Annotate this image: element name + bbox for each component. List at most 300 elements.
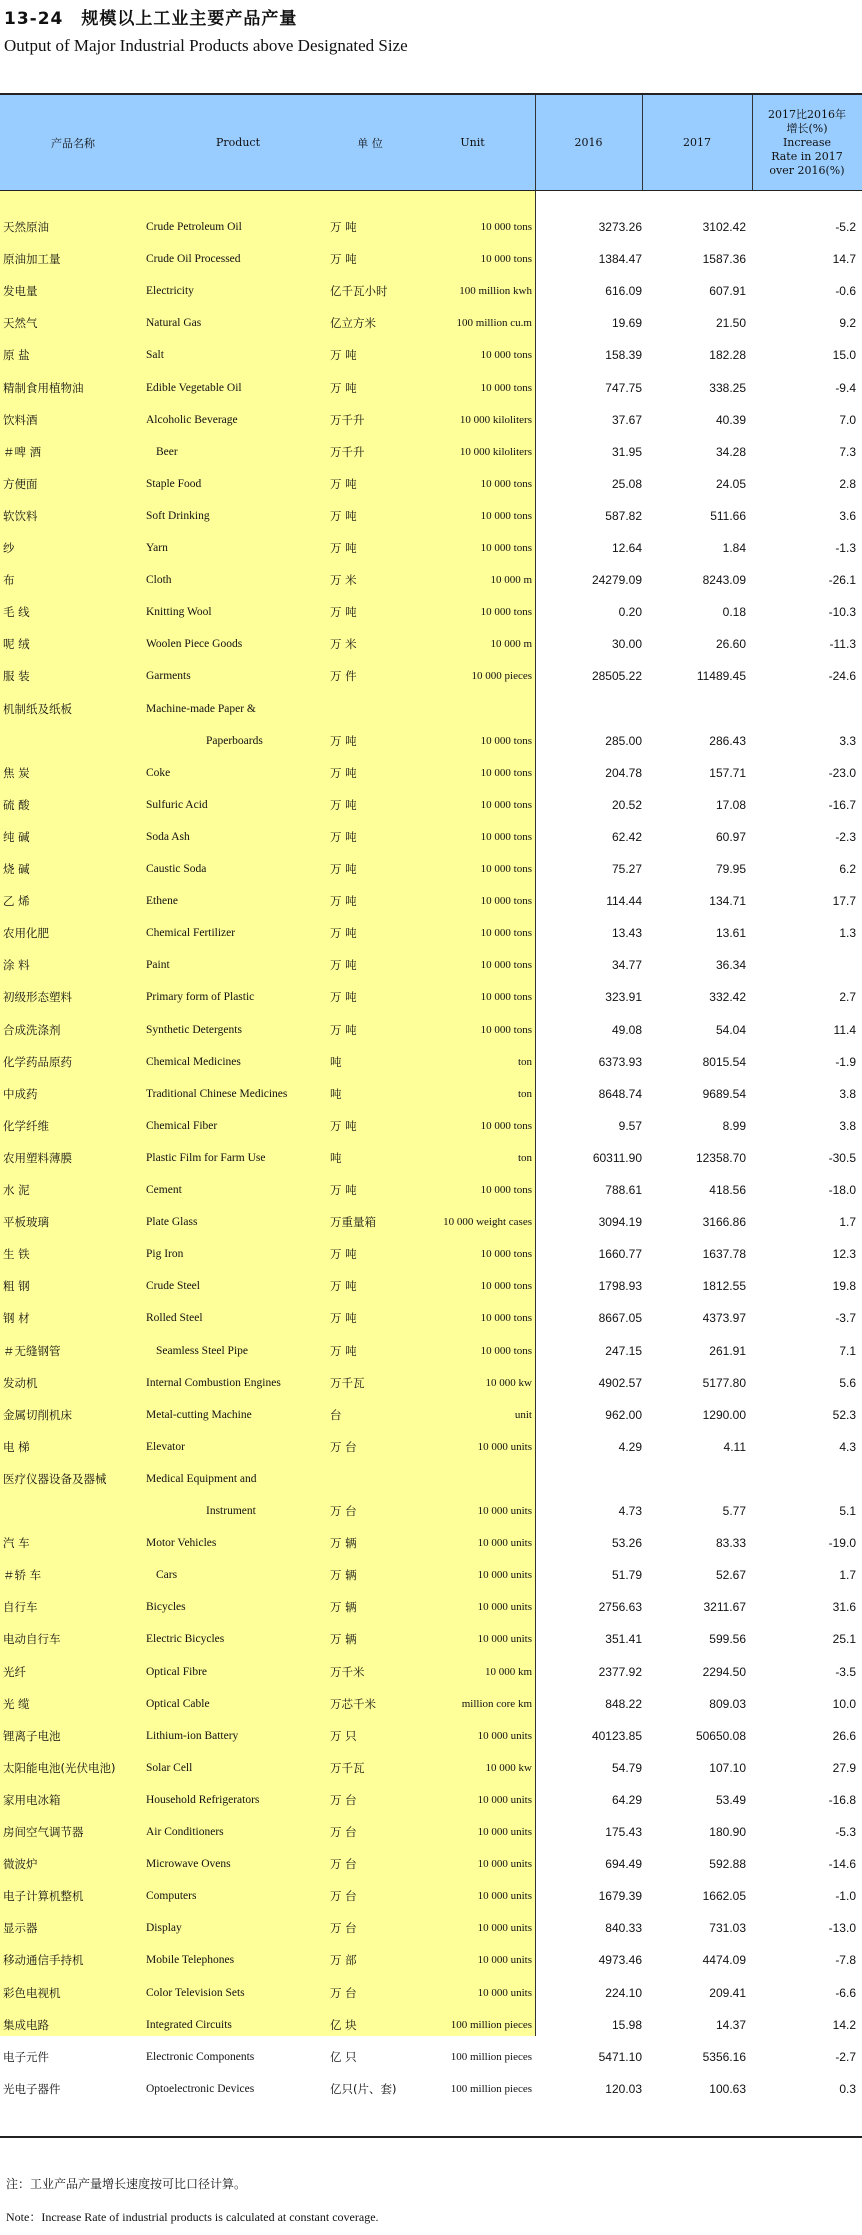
product-name-cn: 光 缆: [3, 1696, 30, 1711]
product-name-en: Electric Bicycles: [146, 1633, 225, 1646]
unit-en: 10 000 units: [477, 1922, 532, 1935]
unit-cn: 万 只: [330, 1728, 357, 1743]
value-2017: 5.77: [722, 1504, 746, 1518]
value-2017: 1637.78: [702, 1247, 746, 1262]
value-2017: 54.04: [715, 1022, 746, 1037]
product-name-en: Plate Glass: [146, 1216, 198, 1229]
product-name-cn: 太阳能电池(光伏电池): [3, 1760, 116, 1775]
unit-cn: 万 台: [330, 1985, 357, 2000]
unit-en: 10 000 tons: [480, 1344, 532, 1357]
product-name-en: Woolen Piece Goods: [146, 638, 243, 651]
growth-rate: -2.3: [835, 829, 856, 844]
growth-rate: -14.6: [828, 1857, 856, 1872]
product-name-cn: 金属切削机床: [3, 1407, 72, 1422]
growth-rate: -18.0: [828, 1183, 856, 1197]
unit-en: 10 000 units: [477, 1729, 532, 1742]
unit-en: million core km: [461, 1697, 532, 1710]
product-name-en: Salt: [146, 349, 164, 362]
value-2016: 20.52: [611, 797, 642, 812]
table-header: [0, 93, 862, 191]
header-divider: [535, 95, 536, 190]
unit-cn: 万千瓦: [330, 1375, 365, 1390]
data-table: [0, 93, 862, 2096]
value-2016: 3094.19: [598, 1215, 642, 1230]
product-name-en: Seamless Steel Pipe: [156, 1344, 248, 1357]
product-name-en: Sulfuric Acid: [146, 798, 208, 811]
header-rate-line2: 增长(%): [786, 121, 828, 135]
product-name-en: Computers: [146, 1890, 197, 1903]
growth-rate: -0.6: [835, 284, 856, 299]
table-title-en: Output of Major Industrial Products above Designated Size: [4, 36, 408, 55]
growth-rate: 2.8: [839, 476, 856, 491]
unit-cn: 万 吨: [330, 829, 357, 844]
table-row: [0, 500, 862, 532]
growth-rate: 3.6: [839, 508, 856, 523]
product-name-cn: 饮料酒: [3, 412, 38, 427]
product-name-cn: 纯 碱: [3, 829, 30, 844]
unit-en: 10 000 tons: [480, 766, 532, 779]
product-name-en: Medical Equipment and: [146, 1472, 257, 1485]
value-2016: 747.75: [605, 380, 642, 395]
unit-cn: 万 件: [330, 669, 357, 684]
product-name-en: Cloth: [146, 574, 172, 587]
unit-en: 10 000 tons: [480, 1184, 532, 1196]
product-name-en: Edible Vegetable Oil: [146, 381, 242, 394]
product-name-cn: ＃啤 酒: [3, 444, 42, 459]
growth-rate: -30.5: [828, 1150, 856, 1165]
unit-cn: 万 台: [330, 1504, 357, 1518]
table-row: [0, 693, 862, 725]
value-2017: 21.50: [715, 316, 746, 331]
product-name-en: Beer: [156, 445, 178, 458]
value-2017: 8.99: [722, 1118, 746, 1133]
value-2017: 107.10: [709, 1760, 746, 1775]
unit-en: 100 million pieces: [450, 2082, 532, 2095]
table-row: [0, 1206, 862, 1238]
unit-en: 10 000 units: [477, 1569, 532, 1582]
product-name-cn: 焦 炭: [3, 765, 30, 780]
value-2016: 75.27: [611, 862, 642, 876]
value-2017: 592.88: [709, 1857, 746, 1872]
unit-en: 10 000 units: [477, 1986, 532, 1999]
unit-cn: 万 吨: [330, 476, 357, 491]
product-name-cn: ＃无缝钢管: [3, 1343, 61, 1358]
value-2016: 1384.47: [598, 252, 642, 267]
product-name-cn: 光纤: [3, 1664, 26, 1679]
unit-en: 10 000 kw: [485, 1376, 532, 1389]
table-row: [0, 981, 862, 1013]
growth-rate: -19.0: [828, 1536, 856, 1551]
product-name-en: Optical Cable: [146, 1697, 210, 1710]
value-2017: 3211.67: [703, 1600, 746, 1615]
product-name-en: Garments: [146, 670, 191, 683]
product-name-cn: 光电子器件: [3, 2081, 61, 2096]
product-name-en: Soda Ash: [146, 830, 190, 843]
value-2016: 53.26: [611, 1536, 642, 1551]
unit-en: 10 000 tons: [480, 927, 532, 940]
table-row: [0, 1688, 862, 1720]
unit-cn: 万 吨: [330, 894, 357, 909]
unit-cn: 万 台: [330, 1889, 357, 1904]
table-row: [0, 1944, 862, 1976]
value-2017: 209.41: [709, 1985, 746, 2000]
product-name-cn: 烧 碱: [3, 862, 30, 876]
unit-cn: 万 辆: [330, 1632, 357, 1647]
unit-en: 10 000 tons: [480, 349, 532, 362]
value-2016: 31.95: [611, 444, 642, 459]
table-row: [0, 1527, 862, 1559]
value-2016: 62.42: [611, 829, 642, 844]
value-2017: 34.28: [715, 444, 746, 459]
value-2017: 157.71: [709, 765, 746, 780]
value-2016: 1679.39: [598, 1889, 642, 1904]
product-name-en: Crude Steel: [146, 1280, 200, 1293]
table-row: [0, 660, 862, 692]
table-row: [0, 339, 862, 371]
product-name-en: Plastic Film for Farm Use: [146, 1151, 266, 1164]
product-name-cn: 原 盐: [3, 348, 30, 363]
unit-cn: 万 吨: [330, 508, 357, 523]
unit-en: 10 000 units: [477, 1505, 532, 1517]
growth-rate: -7.8: [835, 1953, 856, 1968]
value-2017: 52.67: [715, 1568, 746, 1583]
product-name-en: Integrated Circuits: [146, 2018, 232, 2031]
value-2016: 19.69: [611, 316, 642, 331]
value-2017: 1587.36: [702, 252, 746, 267]
growth-rate: 5.1: [839, 1504, 856, 1518]
product-name-en: Optical Fibre: [146, 1665, 207, 1678]
value-2016: 13.43: [611, 926, 642, 941]
unit-en: unit: [514, 1408, 532, 1421]
value-2016: 15.98: [611, 2017, 642, 2032]
product-name-cn: 医疗仪器设备及器械: [3, 1471, 107, 1486]
growth-rate: 25.1: [832, 1632, 856, 1647]
value-2016: 323.91: [605, 990, 642, 1005]
unit-cn: 万 吨: [330, 1247, 357, 1262]
unit-cn: 万 吨: [330, 990, 357, 1005]
unit-en: 10 000 units: [477, 1601, 532, 1614]
value-2016: 158.39: [605, 348, 642, 363]
product-name-en: Lithium-ion Battery: [146, 1729, 239, 1742]
growth-rate: 27.9: [832, 1760, 856, 1775]
growth-rate: -24.6: [828, 669, 856, 684]
growth-rate: -13.0: [828, 1921, 856, 1936]
growth-rate: 10.0: [832, 1696, 856, 1711]
product-name-cn: 汽 车: [3, 1536, 30, 1551]
header-rate-line3: Increase: [782, 135, 832, 149]
value-2016: 54.79: [611, 1760, 642, 1775]
value-2016: 9.57: [618, 1118, 642, 1133]
unit-cn: 吨: [330, 1054, 342, 1069]
unit-en: 10 000 tons: [480, 798, 532, 811]
value-2016: 37.67: [611, 412, 642, 427]
unit-cn: 万 吨: [330, 797, 357, 812]
value-2017: 50650.08: [695, 1728, 746, 1743]
header-divider: [642, 95, 643, 190]
unit-cn: 亿只(片、套): [330, 2081, 397, 2096]
value-2017: 4.11: [723, 1439, 746, 1454]
unit-en: 10 000 kiloliters: [459, 413, 532, 426]
table-row: [0, 1816, 862, 1848]
table-row: [0, 628, 862, 660]
unit-cn: 万 辆: [330, 1600, 357, 1615]
product-name-en: Optoelectronic Devices: [146, 2082, 255, 2095]
value-2017: 134.71: [709, 894, 746, 909]
product-name-cn: 电动自行车: [3, 1632, 61, 1647]
product-name-en: Knitting Wool: [146, 606, 212, 619]
value-2016: 694.49: [605, 1857, 642, 1872]
value-2017: 180.90: [709, 1825, 746, 1839]
unit-cn: 万 吨: [330, 733, 357, 748]
unit-en: 10 000 tons: [480, 1119, 532, 1132]
product-name-en: Instrument: [206, 1505, 256, 1517]
product-name-en: Paperboards: [206, 734, 263, 747]
product-name-en: Solar Cell: [146, 1761, 193, 1774]
product-name-cn: 平板玻璃: [3, 1215, 49, 1230]
product-name-en: Crude Petroleum Oil: [146, 221, 242, 233]
unit-cn: 万 吨: [330, 1311, 357, 1326]
table-row: [0, 1623, 862, 1655]
table-bottom-rule: [0, 2136, 862, 2138]
table-row: [0, 1014, 862, 1046]
growth-rate: 12.3: [832, 1247, 856, 1262]
product-name-en: Chemical Fertilizer: [146, 927, 236, 940]
table-row: [0, 1752, 862, 1784]
product-name-cn: 化学纤维: [3, 1118, 49, 1133]
value-2016: 60311.90: [592, 1150, 642, 1165]
product-name-cn: 乙 烯: [3, 894, 30, 909]
unit-cn: 万千米: [330, 1664, 365, 1679]
growth-rate: 15.0: [832, 348, 856, 363]
value-2017: 26.60: [715, 637, 746, 652]
value-2016: 788.61: [605, 1183, 642, 1197]
table-row: [0, 1270, 862, 1302]
unit-en: 10 000 units: [477, 1793, 532, 1806]
header-2017: 2017: [683, 136, 711, 149]
growth-rate: -26.1: [828, 573, 856, 588]
table-row: [0, 1367, 862, 1399]
value-2017: 60.97: [715, 829, 746, 844]
product-name-en: Caustic Soda: [146, 863, 207, 875]
product-name-cn: 天然原油: [3, 220, 49, 234]
product-name-en: Metal-cutting Machine: [146, 1408, 252, 1421]
product-name-en: Electronic Components: [146, 2050, 255, 2063]
unit-en: 10 000 tons: [480, 253, 532, 266]
growth-rate: 1.7: [839, 1568, 856, 1583]
product-name-cn: 生 铁: [3, 1247, 30, 1262]
value-2017: 36.34: [715, 958, 746, 973]
unit-en: 10 000 tons: [480, 509, 532, 522]
table-row: [0, 757, 862, 789]
unit-cn: 万 吨: [330, 1343, 357, 1358]
value-2016: 51.79: [611, 1568, 642, 1583]
unit-cn: 万芯千米: [330, 1696, 376, 1711]
value-2016: 28505.22: [591, 669, 642, 684]
value-2017: 1812.55: [702, 1279, 746, 1294]
product-name-cn: 电 梯: [3, 1439, 30, 1454]
value-2017: 12358.70: [695, 1150, 746, 1165]
growth-rate: -1.9: [835, 1054, 856, 1069]
unit-cn: 吨: [330, 1150, 342, 1165]
unit-en: 10 000 kw: [485, 1761, 532, 1774]
product-name-cn: 锂离子电池: [3, 1728, 61, 1743]
header-rate-line4: Rate in 2017: [771, 149, 843, 163]
table-row: [0, 1431, 862, 1463]
growth-rate: -9.4: [835, 380, 856, 395]
header-unit-en: Unit: [460, 136, 485, 149]
growth-rate: -3.5: [835, 1664, 856, 1679]
growth-rate: 52.3: [832, 1407, 856, 1422]
value-2017: 79.95: [715, 862, 746, 876]
product-name-en: Mobile Telephones: [146, 1954, 235, 1967]
product-name-cn: 家用电冰箱: [3, 1792, 61, 1807]
table-row: [0, 307, 862, 339]
growth-rate: 26.6: [832, 1728, 856, 1743]
product-name-en: Ethene: [146, 895, 178, 908]
table-row: [0, 1110, 862, 1142]
product-name-cn: 服 装: [3, 669, 30, 684]
product-name-cn: 软饮料: [3, 508, 38, 523]
product-name-en: Bicycles: [146, 1601, 186, 1614]
table-row: [0, 1880, 862, 1912]
product-name-cn: 机制纸及纸板: [3, 701, 72, 716]
value-2017: 4474.09: [702, 1953, 746, 1968]
growth-rate: 3.8: [839, 1118, 856, 1133]
value-2017: 261.91: [709, 1343, 746, 1358]
product-name-en: Chemical Medicines: [146, 1055, 241, 1068]
growth-rate: -23.0: [828, 765, 856, 780]
table-row: [0, 532, 862, 564]
product-name-cn: 呢 绒: [3, 637, 30, 652]
product-name-cn: 发动机: [3, 1375, 38, 1390]
unit-en: 10 000 tons: [480, 1312, 532, 1325]
product-name-en: Electricity: [146, 285, 194, 298]
table-row: [0, 372, 862, 404]
product-name-en: Air Conditioners: [146, 1826, 224, 1838]
table-row: [0, 1078, 862, 1110]
growth-rate: 5.6: [839, 1375, 856, 1390]
unit-cn: 万 台: [330, 1825, 357, 1839]
product-name-en: Cars: [156, 1569, 178, 1582]
product-name-cn: 中成药: [3, 1086, 38, 1101]
unit-en: 10 000 tons: [480, 959, 532, 972]
product-name-en: Crude Oil Processed: [146, 253, 241, 266]
product-name-en: Synthetic Detergents: [146, 1023, 242, 1036]
table-row: [0, 1335, 862, 1367]
table-row: [0, 2009, 862, 2041]
product-name-en: Staple Food: [146, 477, 202, 490]
product-name-en: Pig Iron: [146, 1248, 184, 1261]
header-rate-line1: 2017比2016年: [768, 107, 846, 121]
value-2016: 285.00: [605, 733, 642, 748]
unit-cn: 万 台: [330, 1792, 357, 1807]
table-row: [0, 1174, 862, 1206]
unit-cn: 万千瓦: [330, 1760, 365, 1775]
unit-cn: 万 米: [330, 573, 357, 588]
value-2017: 511.66: [710, 508, 746, 523]
table-row: [0, 1302, 862, 1334]
value-2017: 40.39: [715, 412, 746, 427]
value-2016: 114.44: [606, 894, 642, 909]
unit-cn: 万 吨: [330, 958, 357, 973]
unit-cn: 万 吨: [330, 1022, 357, 1037]
table-row: [0, 564, 862, 596]
table-row: [0, 789, 862, 821]
growth-rate: 17.7: [832, 894, 856, 909]
value-2017: 3102.42: [702, 220, 746, 234]
unit-cn: 亿 只: [330, 2049, 357, 2064]
growth-rate: 7.3: [839, 444, 856, 459]
unit-en: 10 000 units: [477, 1633, 532, 1646]
value-2017: 53.49: [715, 1792, 746, 1807]
growth-rate: -1.3: [835, 541, 856, 555]
unit-cn: 万 辆: [330, 1568, 357, 1583]
table-row: [0, 1912, 862, 1944]
value-2016: 6373.93: [598, 1054, 642, 1069]
product-name-cn: 电子计算机整机: [3, 1889, 84, 1904]
product-name-cn: 化学药品原药: [3, 1054, 72, 1069]
unit-cn: 万 吨: [330, 765, 357, 780]
table-row: [0, 1238, 862, 1270]
product-name-cn: 涂 料: [3, 958, 30, 973]
value-2016: 0.20: [618, 605, 642, 620]
table-row: [0, 1848, 862, 1880]
growth-rate: 4.3: [839, 1439, 856, 1454]
product-name-en: Cement: [146, 1184, 182, 1196]
product-name-cn: 发电量: [3, 284, 38, 299]
value-2016: 1798.93: [598, 1279, 642, 1294]
value-2016: 24279.09: [591, 573, 642, 588]
unit-cn: 万 吨: [330, 926, 357, 941]
product-name-en: Rolled Steel: [146, 1312, 203, 1325]
value-2017: 1662.05: [702, 1889, 746, 1904]
header-unit-cn: 单 位: [357, 136, 383, 150]
growth-rate: 1.7: [839, 1215, 856, 1230]
table-row: [0, 1046, 862, 1078]
product-name-en: Yarn: [146, 542, 168, 554]
table-row: [0, 1495, 862, 1527]
table-row: [0, 725, 862, 757]
value-2017: 24.05: [715, 476, 746, 491]
unit-en: 10 000 tons: [480, 221, 532, 233]
product-name-cn: 原油加工量: [3, 252, 61, 267]
table-row: [0, 1977, 862, 2009]
value-2017: 286.43: [709, 733, 746, 748]
header-name-en: Product: [216, 136, 260, 149]
product-name-cn: 纱: [3, 541, 15, 555]
growth-rate: -10.3: [828, 605, 856, 620]
value-2016: 2377.92: [598, 1664, 642, 1679]
unit-cn: 万 吨: [330, 862, 357, 876]
value-2017: 8015.54: [702, 1054, 746, 1069]
unit-cn: 万 吨: [330, 1183, 357, 1197]
growth-rate: 7.0: [839, 412, 856, 427]
value-2017: 14.37: [715, 2017, 746, 2032]
table-row: [0, 1591, 862, 1623]
value-2017: 5177.80: [702, 1375, 746, 1390]
table-row: [0, 243, 862, 275]
product-name-cn: 合成洗涤剂: [3, 1022, 61, 1037]
product-name-en: Household Refrigerators: [146, 1793, 260, 1806]
unit-en: 10 000 km: [484, 1665, 532, 1678]
product-name-en: Primary form of Plastic: [146, 991, 255, 1004]
value-2016: 3273.26: [598, 220, 642, 234]
product-name-cn: 布: [3, 573, 15, 588]
value-2016: 12.64: [611, 541, 642, 555]
value-2016: 247.15: [605, 1343, 642, 1358]
unit-cn: 万 吨: [330, 380, 357, 395]
unit-en: 10 000 units: [477, 1826, 532, 1838]
